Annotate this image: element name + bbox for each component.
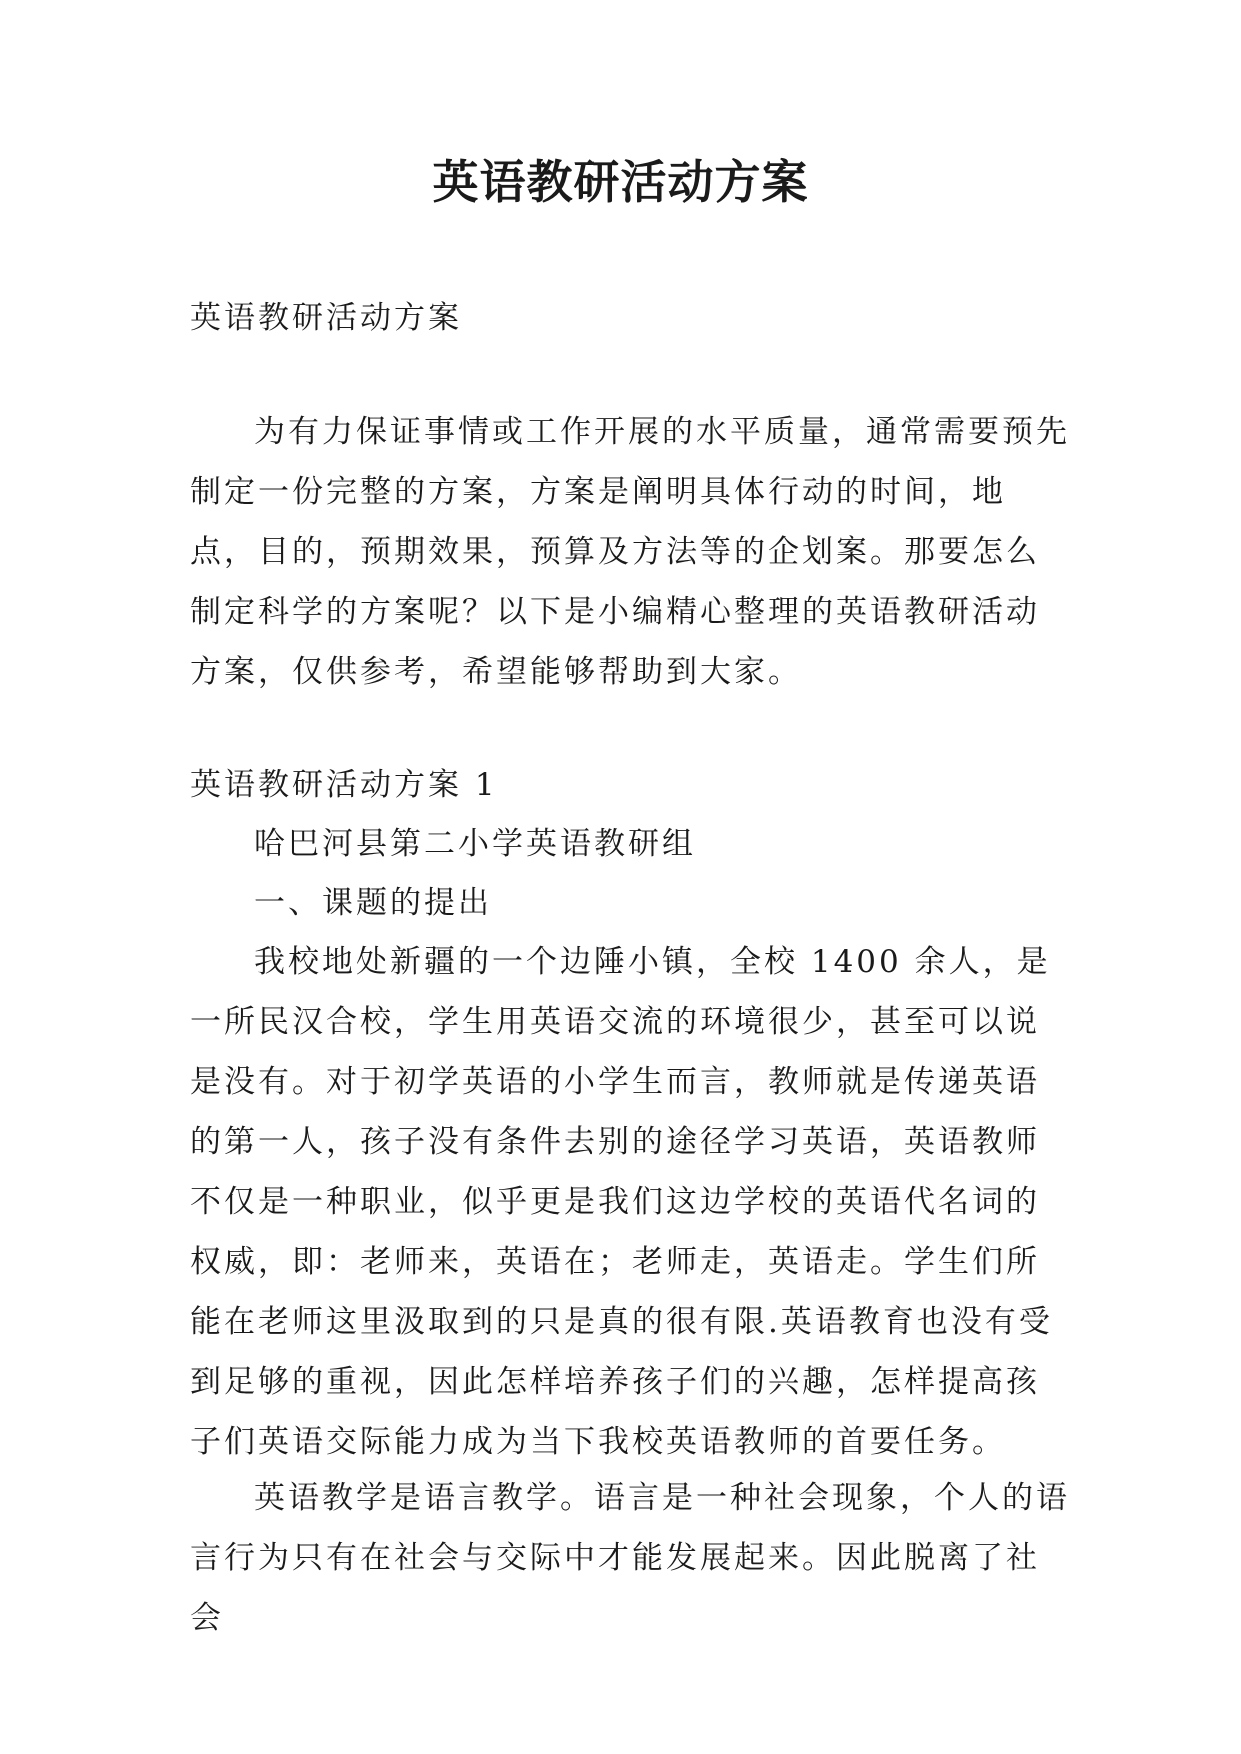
document-subtitle: 英语教研活动方案 [190, 300, 462, 336]
document-title: 英语教研活动方案 [432, 155, 809, 209]
topic-heading: 一、课题的提出 [254, 885, 492, 921]
school-name: 哈巴河县第二小学英语教研组 [254, 826, 696, 862]
body-paragraph-1: 我校地处新疆的一个边陲小镇，全校 1400 余人，是一所民汉合校，学生用英语交流的环境很少，甚至可以说是没有。对于初学英语的小学生而言，教师就是传递英语的第一人，孩子没有条件去别的途径学习英语，英语教师不仅是一种职业，似乎更是我们这边学校的英语代名词的权威，即：老师来，英语在；老师走，英语走。学生们所能在老师这里汲取到的只是真的很有限.英语教育也没有受到足够的重视，因此怎样培养孩子们的兴趣，怎样提高孩子们英语交际能力成为当下我校英语教师的首要任务。 [190, 944, 1053, 1460]
body-paragraph-2: 英语教学是语言教学。语言是一种社会现象，个人的语言行为只有在社会与交际中才能发展起来。因此脱离了社会 [190, 1480, 1070, 1636]
intro-paragraph: 为有力保证事情或工作开展的水平质量，通常需要预先制定一份完整的方案，方案是阐明具体行动的时间，地点，目的，预期效果，预算及方法等的企划案。那要怎么制定科学的方案呢？以下是小编精心整理的英语教研活动方案，仅供参考，希望能够帮助到大家。 [190, 414, 1070, 690]
section-heading: 英语教研活动方案 1 [190, 767, 498, 803]
